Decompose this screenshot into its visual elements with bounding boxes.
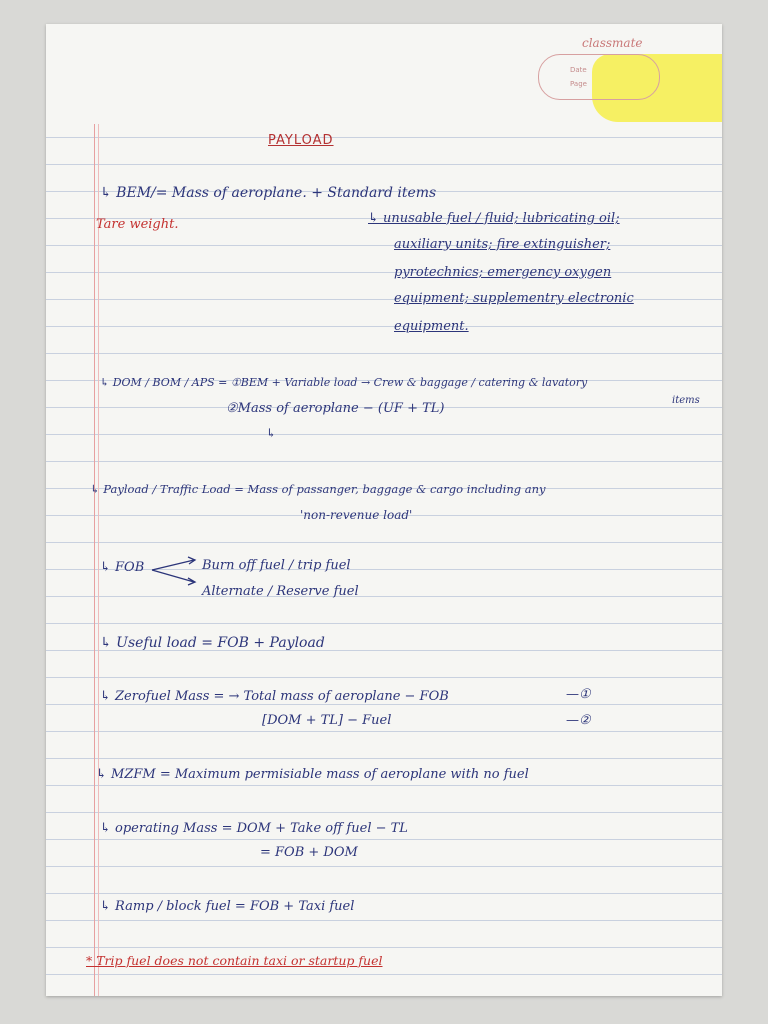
notebook-page [46,24,722,996]
bem-items-line-1: ↳ unusable fuel / fluid; lubricating oil; [368,211,620,226]
bem-line: ↳ BEM/= Mass of aeroplane. + Standard items [100,185,437,201]
page-title: PAYLOAD [268,133,334,148]
margin-line [94,24,95,996]
margin-line-inner [98,24,99,996]
bem-items-line-2: auxiliary units; fire extinguisher; [394,237,611,252]
operating-mass-line-1: ↳ operating Mass = DOM + Take off fuel − TL [100,821,408,836]
zerofuel-line-1: ↳ Zerofuel Mass = → Total mass of aeroplane − FOB [100,689,449,704]
trip-fuel-note: * Trip fuel does not contain taxi or startup fuel [86,953,383,968]
fob-branch-arrows-icon [150,554,200,590]
dom-line-2: ②Mass of aeroplane − (UF + TL) [226,401,445,416]
date-label: Date [570,66,587,74]
fob-label: ↳ FOB [100,560,145,575]
zerofuel-line-2: [DOM + TL] − Fuel [262,713,392,728]
payload-line: ↳ Payload / Traffic Load = Mass of passanger, baggage & cargo including any [90,482,546,496]
bem-items-line-3: pyrotechnics; emergency oxygen [394,265,612,280]
brand-logo-text: classmate [582,36,643,50]
date-page-box [538,54,660,100]
dom-items-label: items [672,395,700,406]
page-label: Page [570,80,587,88]
payload-line-2: 'non-revenue load' [300,508,413,522]
zerofuel-marker-1: —① [566,687,591,702]
fob-item-1: Burn off fuel / trip fuel [202,558,351,573]
dom-arrow: ↳ [266,426,277,440]
mzfm-line: ↳ MZFM = Maximum permisiable mass of aeroplane with no fuel [96,767,529,782]
useful-load-line: ↳ Useful load = FOB + Payload [100,635,325,651]
dom-line: ↳ DOM / BOM / APS = ①BEM + Variable load → Crew & baggage / catering & lavatory [100,376,588,389]
zerofuel-marker-2: —② [566,713,591,728]
fob-item-2: Alternate / Reserve fuel [202,584,359,599]
operating-mass-line-2: = FOB + DOM [260,845,358,860]
ramp-fuel-line: ↳ Ramp / block fuel = FOB + Taxi fuel [100,899,355,914]
bem-items-line-5: equipment. [394,319,469,334]
tare-weight-note: Tare weight. [96,217,179,232]
bem-items-line-4: equipment; supplementry electronic [394,291,634,306]
